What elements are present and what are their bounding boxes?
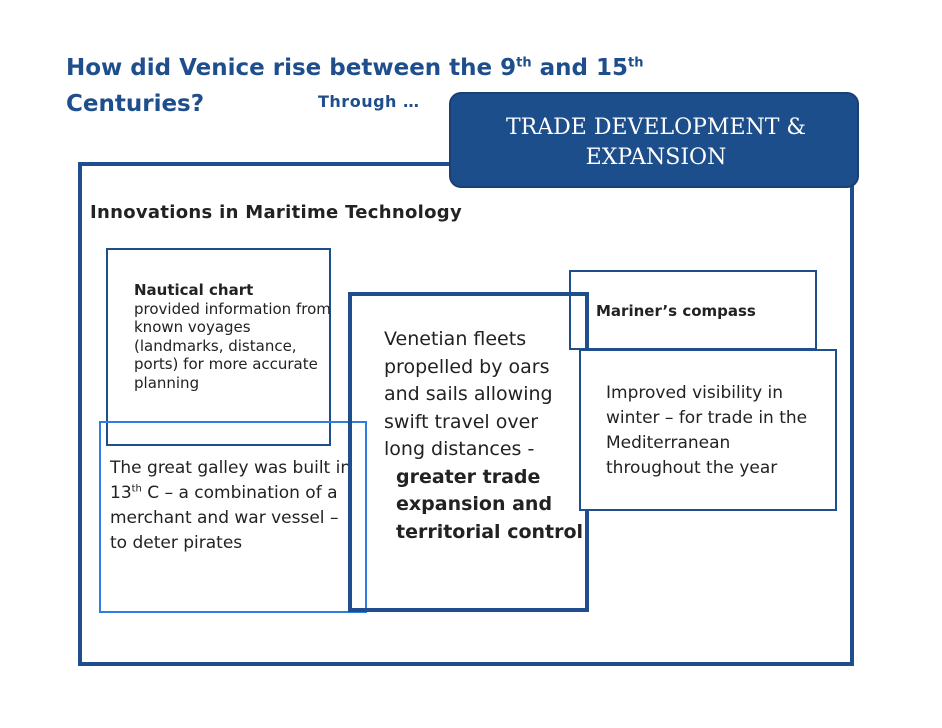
banner-text: TRADE DEVELOPMENT & EXPANSION <box>506 115 806 170</box>
venetian-fleets-emphasis: greater trade expansion and territorial control <box>396 465 584 543</box>
nautical-chart-body: provided information from known voyages (landmarks, distance, ports) for more accurate planning <box>134 299 331 392</box>
nautical-chart-text <box>134 281 334 392</box>
mariners-compass-title: Mariner’s compass <box>596 302 756 320</box>
visibility-text: Improved visibility in winter – for trade in the Mediterranean throughout the year <box>606 383 808 478</box>
subtitle: Through … <box>318 92 420 111</box>
nautical-chart-title: Nautical chart <box>134 281 254 299</box>
title-line1-mid: and 15 <box>531 55 629 81</box>
venetian-fleets-body: Venetian fleets propelled by oars and sails allowing swift travel over long distances - <box>384 328 553 460</box>
title-line1-prefix: How did Venice rise between the 9 <box>66 55 517 81</box>
title-line2: Centuries? <box>66 91 205 117</box>
section-heading: Innovations in Maritime Technology <box>90 202 462 223</box>
title-sup-1: th <box>516 55 532 71</box>
venetian-fleets-text <box>384 326 584 546</box>
great-galley-text-before: The great galley was built in 13 <box>110 458 352 503</box>
title-sup-2: th <box>628 55 644 71</box>
great-galley-text <box>110 456 360 556</box>
great-galley-sup: th <box>131 483 142 495</box>
great-galley-text-after: C – a combination of a merchant and war vessel – to deter pirates <box>110 483 339 553</box>
